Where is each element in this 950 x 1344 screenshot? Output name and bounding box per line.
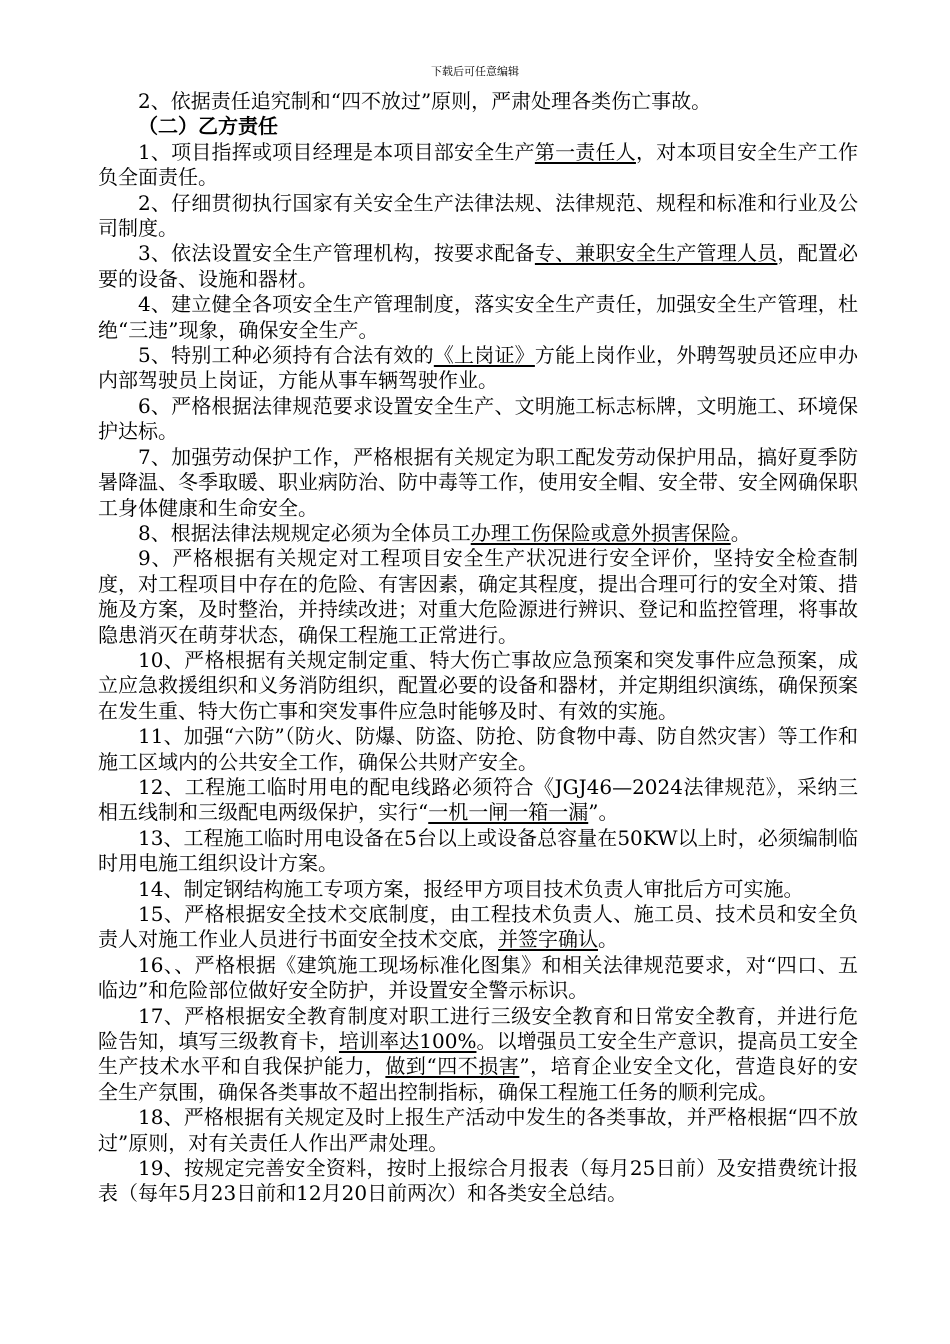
underlined-text: 办理工伤保险或意外损害保险 [470, 520, 731, 545]
section-title: （二）乙方责任 [138, 114, 278, 139]
item-text: 2、仔细贯彻执行国家有关安全生产法律法规、法律规范、规程和标准和行业及公司制度。 [98, 190, 858, 241]
list-item [98, 241, 858, 292]
item-text: ，对本项目安全生产工作负全面责任。 [98, 139, 859, 190]
item-text: 。以增强员工安全生产意识，提高员工安全生产技术水平和自我保护能力， [98, 1029, 858, 1079]
underlined-text: 第一责任人 [534, 139, 636, 164]
list-item [98, 343, 858, 394]
list-item [98, 775, 858, 826]
item-text: 5、特别工种必须持有合法有效的 [138, 343, 434, 368]
list-item [98, 902, 858, 953]
item-text: 9、严格根据有关规定对工程项目安全生产状况进行安全评价，坚持安全检查制度，对工程项目中存在的危险、有害因素，确定其程度，提出合理可行的安全对策、措施及方案，及时整治，并持续改进；对重大危险源进行辨识、登记和监控管理，将事故隐患消灭在萌芽状态，确保工程施工正常进行。 [98, 546, 858, 647]
item-text: 11、加强“六防”（防火、防爆、防盗、防抢、防食物中毒、防自然灾害）等工作和施工区域内的公共安全工作，确保公共财产安全。 [98, 724, 858, 774]
item-text: 13、工程施工临时用电设备在5台以上或设备总容量在50KW以上时，必须编制临时用电施工组织设计方案。 [98, 825, 858, 876]
underlined-text: 专、兼职安全生产管理人员 [534, 241, 778, 266]
item-text: 。 [598, 927, 618, 952]
item-text: 方能上岗作业，外聘驾驶员还应申办内部驾驶员上岗证，方能从事车辆驾驶作业。 [98, 343, 859, 393]
item-text: 12、工程施工临时用电的配电线路必须符合《JGJ46—2024法律规范》，采纳三相五线制和三级配电两级保护，实行“ [98, 774, 858, 825]
list-item [98, 546, 858, 648]
item-text: 3、依法设置安全生产管理机构，按要求配备 [138, 241, 535, 266]
item-text: 19、按规定完善安全资料，按时上报综合月报表（每月25日前）及安措费统计报表（每年5月23日前和12月20日前两次）和各类安全总结。 [98, 1156, 858, 1206]
list-item [98, 521, 858, 546]
item-text: ，配置必要的设备、设施和器材。 [98, 241, 859, 291]
list-item [98, 191, 858, 242]
item-text: ”，培育企业安全文化，营造良好的安全生产氛围，确保各类事故不超出控制指标，确保工程施工任务的顺利完成。 [98, 1054, 858, 1104]
list-item [98, 826, 858, 877]
header-note: 下载后可任意编辑 [431, 65, 519, 78]
item-text: 8、根据法律法规规定必须为全体员工 [138, 520, 471, 545]
underlined-text: 做到“四不损害 [385, 1054, 520, 1079]
intro-paragraph: 2、依据责任追究制和“四不放过”原则，严肃处理各类伤亡事故。 [138, 89, 712, 113]
item-text: 。 [730, 520, 751, 545]
underlined-text: 《上岗证》 [433, 343, 535, 368]
list-item [98, 292, 858, 343]
underlined-text: 并签字确认 [498, 927, 598, 952]
list-item [98, 445, 858, 521]
responsibility-list [98, 140, 858, 1207]
list-item [98, 953, 858, 1004]
item-text: ”。 [588, 800, 619, 825]
item-text: 7、加强劳动保护工作，严格根据有关规定为职工配发劳动保护用品，搞好夏季防暑降温、冬季取暖、职业病防治、防中毒等工作，使用安全帽、安全带、安全网确保职工身体健康和生命安全。 [98, 444, 858, 520]
item-text: 17、严格根据安全教育制度对职工进行三级安全教育和日常安全教育，并进行危险告知，填写三级教育卡， [98, 1003, 858, 1054]
list-item [98, 140, 858, 191]
item-text: 10、严格根据有关规定制定重、特大伤亡事故应急预案和突发事件应急预案，成立应急救援组织和义务消防组织，配置必要的设备和器材，并定期组织演练，确保预案在发生重、特大伤亡事和突发事件应急时能够及时、有效的实施。 [98, 647, 858, 723]
item-text: 15、严格根据安全技术交底制度，由工程技术负责人、施工员、技术员和安全负责人对施工作业人员进行书面安全技术交底， [98, 902, 858, 952]
document-body [98, 89, 858, 1207]
list-item [98, 1156, 858, 1207]
list-item [98, 1004, 858, 1106]
underlined-text: 一机一闸一箱一漏 [428, 800, 589, 825]
list-item [98, 394, 858, 445]
item-text: 6、严格根据法律规范要求设置安全生产、文明施工标志标牌，文明施工、环境保护达标。 [98, 393, 858, 444]
item-text: 18、严格根据有关规定及时上报生产活动中发生的各类事故，并严格根据“四不放过”原则，对有关责任人作出严肃处理。 [98, 1105, 858, 1155]
item-text: 1、项目指挥或项目经理是本项目部安全生产 [138, 139, 535, 164]
list-item [98, 724, 858, 775]
list-item [98, 1105, 858, 1156]
list-item [98, 648, 858, 724]
item-text: 16、、严格根据《建筑施工现场标准化图集》和相关法律规范要求，对“四口、五临边”和危险部位做好安全防护，并设置安全警示标识。 [98, 952, 858, 1003]
list-item [98, 877, 858, 902]
underlined-text: 培训率达100% [338, 1029, 477, 1054]
item-text: 14、制定钢结构施工专项方案，报经甲方项目技术负责人审批后方可实施。 [138, 876, 804, 901]
item-text: 4、建立健全各项安全生产管理制度，落实安全生产责任，加强安全生产管理，杜绝“三违”现象，确保安全生产。 [98, 292, 858, 342]
